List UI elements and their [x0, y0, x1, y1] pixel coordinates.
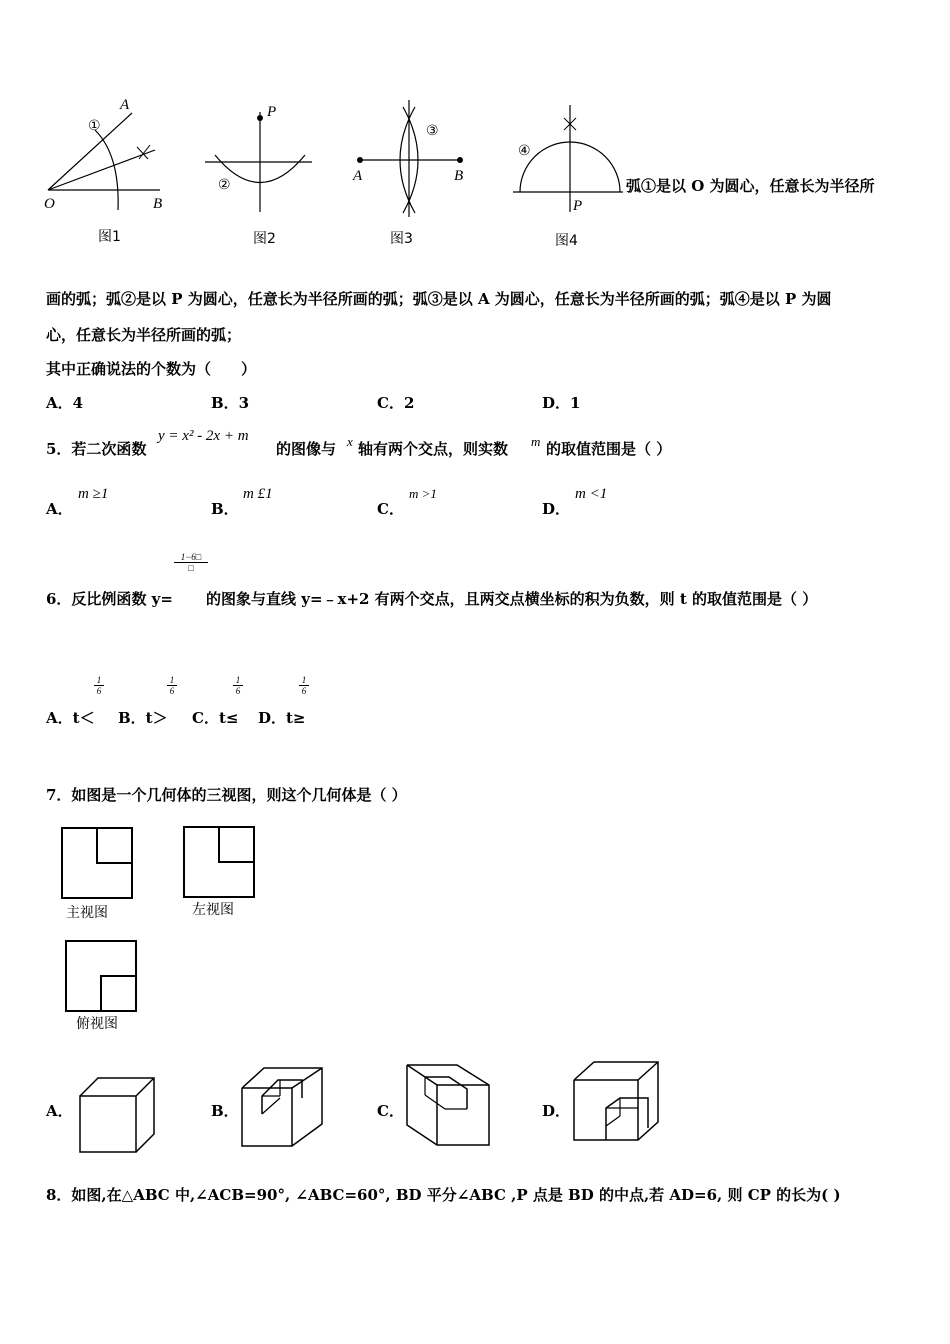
q4-option-b: B．3 — [211, 394, 250, 412]
q5-option-b-label: B． — [211, 500, 239, 518]
q7-question: 7．如图是一个几何体的三视图，则这个几何体是（ ） — [46, 786, 407, 804]
q5-option-b-expr: m £1 — [243, 486, 273, 502]
fig4-drawing — [508, 100, 628, 220]
q5-option-d-expr: m <1 — [575, 486, 608, 502]
q7-option-c-label: C． — [377, 1102, 404, 1120]
q6-option-d-fraction — [299, 675, 309, 696]
q7-option-d-solid — [572, 1060, 672, 1150]
fig4-mark: ④ — [518, 143, 531, 159]
q4-text-line3: 心，任意长为半径所画的弧； — [46, 326, 242, 344]
q7-front-view — [60, 826, 140, 906]
q6-option-d: D．t≥ — [258, 709, 306, 727]
q5-option-a-expr: m ≥1 — [78, 486, 109, 502]
q6-option-b: B．t＞ — [118, 709, 168, 727]
q5-prefix: 5．若二次函数 — [46, 440, 147, 458]
q6-option-c-fraction — [233, 675, 243, 696]
q7-left-view-label: 左视图 — [192, 902, 234, 918]
q5-var-m: m — [531, 434, 541, 449]
q4-option-c: C．2 — [377, 394, 415, 412]
fig2-drawing — [200, 100, 320, 220]
fig3-mark: ③ — [426, 123, 439, 139]
q7-option-d-label: D． — [542, 1102, 571, 1120]
frac-num: 1 — [167, 675, 177, 686]
q6-fraction-denominator: □ — [188, 563, 194, 573]
frac-num: 1 — [299, 675, 309, 686]
q6-option-a-fraction — [94, 675, 104, 696]
q5-formula: y = x² - 2x + m — [158, 428, 249, 444]
q5-suffix: 的取值范围是（ ） — [546, 440, 672, 458]
q7-option-b-solid — [240, 1066, 330, 1156]
fig1-label-o: O — [44, 196, 55, 212]
fig1-label-b: B — [153, 196, 163, 212]
q4-text-line1: 弧①是以 O 为圆心，任意长为半径所 — [626, 177, 875, 195]
frac-num: 1 — [94, 675, 104, 686]
q4-question: 其中正确说法的个数为（ ） — [46, 360, 257, 378]
frac-den: 6 — [169, 686, 175, 696]
frac-den: 6 — [301, 686, 307, 696]
q6-option-c: C．t≤ — [192, 709, 239, 727]
fig1-caption: 图1 — [98, 229, 121, 245]
q7-option-a-label: A． — [46, 1102, 73, 1120]
fig1-label-a: A — [120, 97, 130, 113]
frac-num: 1 — [233, 675, 243, 686]
q7-top-view-label: 俯视图 — [76, 1016, 118, 1032]
fig1-mark: ① — [88, 118, 101, 134]
q6-option-a: A．t＜ — [46, 709, 95, 727]
q4-option-d: D．1 — [542, 394, 581, 412]
fig3-drawing — [345, 95, 475, 225]
q6-suffix: 的图象与直线 y=﹣x+2 有两个交点，且两交点横坐标的积为负数，则 t 的取值范围是（ ） — [206, 590, 818, 608]
q7-left-view — [182, 825, 262, 905]
q4-text-line2: 画的弧；弧②是以 P 为圆心，任意长为半径所画的弧；弧③是以 A 为圆心，任意长为半径所画的弧；弧④是以 P 为圆 — [46, 290, 832, 308]
q5-option-a-label: A． — [46, 500, 73, 518]
q4-option-a: A．4 — [46, 394, 84, 412]
fig4-label-p: P — [573, 198, 583, 214]
q6-fraction-numerator: 1−6□ — [174, 552, 208, 563]
q7-option-a-solid — [78, 1076, 168, 1156]
q7-top-view — [64, 939, 144, 1019]
fig2-mark: ② — [218, 177, 231, 193]
frac-den: 6 — [235, 686, 241, 696]
fig3-label-a: A — [353, 168, 363, 184]
fig2-label-p: P — [267, 104, 277, 120]
q5-mid1: 的图像与 — [276, 440, 337, 458]
fig4-caption: 图4 — [555, 233, 578, 249]
fig3-label-b: B — [454, 168, 464, 184]
fig3-caption: 图3 — [390, 231, 413, 247]
q5-option-d-label: D． — [542, 500, 571, 518]
q5-option-c-label: C． — [377, 500, 404, 518]
q8-question: 8．如图,在△ABC 中,∠ACB=90°, ∠ABC=60°, BD 平分∠ABC ,P 点是 BD 的中点,若 AD=6, 则 CP 的长为( ) — [46, 1186, 841, 1204]
fig2-caption: 图2 — [253, 231, 276, 247]
q7-option-c-solid — [405, 1063, 505, 1153]
frac-den: 6 — [96, 686, 102, 696]
q6-prefix: 6．反比例函数 y= — [46, 590, 173, 608]
q7-front-view-label: 主视图 — [66, 905, 108, 921]
q5-var-x: x — [347, 434, 353, 449]
q5-mid2: 轴有两个交点，则实数 — [358, 440, 509, 458]
q6-option-b-fraction — [167, 675, 177, 696]
q7-option-b-label: B． — [211, 1102, 239, 1120]
q5-option-c-expr: m >1 — [409, 486, 437, 501]
q6-fraction — [174, 552, 208, 573]
